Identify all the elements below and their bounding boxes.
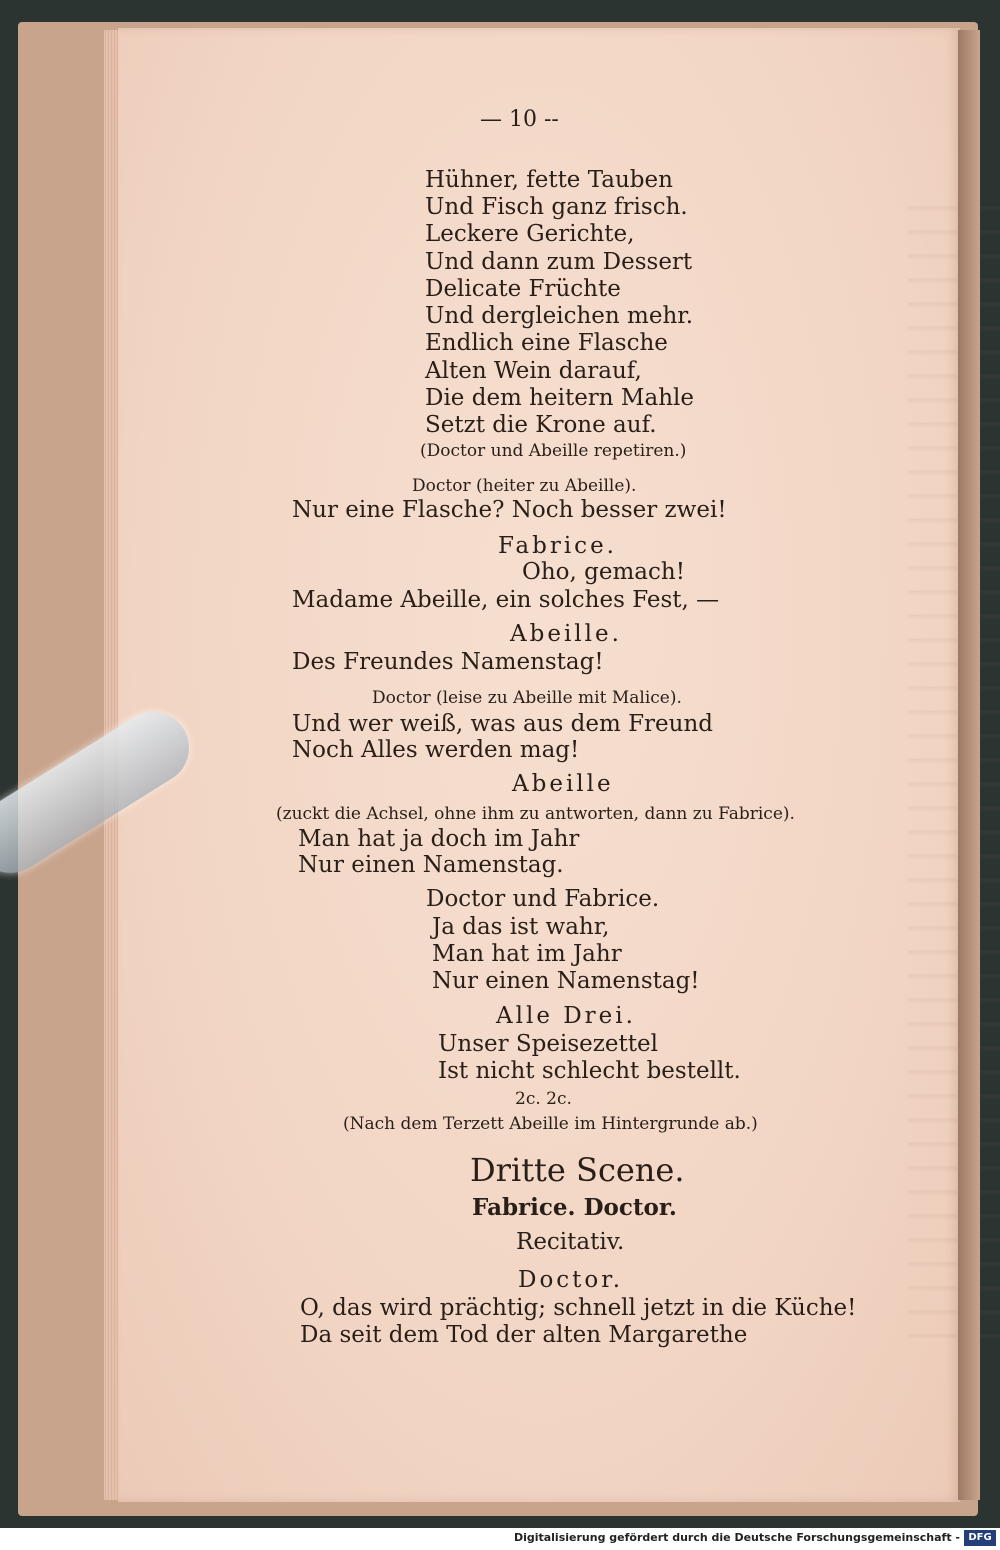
speaker-name: Abeille. (510, 621, 622, 647)
text-line: Nur einen Namenstag. (298, 852, 564, 878)
text-line: Und dann zum Dessert (425, 249, 693, 275)
speaker-line: Doctor (leise zu Abeille mit Malice). (372, 688, 682, 708)
speaker-name: Abeille (512, 771, 614, 797)
footer-bar (0, 1528, 1000, 1550)
etcetera-mark: 2c. 2c. (515, 1089, 572, 1109)
page-number: — 10 -- (480, 107, 559, 132)
speaker-line: Doctor (heiter zu Abeille). (412, 476, 637, 496)
dfg-logo: DFG (964, 1530, 996, 1546)
text-line: Alten Wein darauf, (425, 358, 642, 384)
stage-direction: (Nach dem Terzett Abeille im Hintergrunde ab.) (343, 1114, 758, 1134)
text-line: Unser Speisezettel (438, 1031, 658, 1057)
text-line: Ist nicht schlecht bestellt. (438, 1058, 741, 1084)
text-line: Da seit dem Tod der alten Margarethe (300, 1322, 748, 1348)
bleed-through-text (908, 188, 1000, 1338)
section-label: Recitativ. (516, 1229, 625, 1255)
text-line: Und dergleichen mehr. (425, 303, 694, 329)
text-line: Man hat im Jahr (432, 941, 622, 967)
text-line: Noch Alles werden mag! (292, 737, 580, 763)
text-line: Oho, gemach! (522, 559, 685, 585)
text-line: Ja das ist wahr, (432, 914, 610, 940)
book-gutter (958, 30, 980, 1500)
scene-characters: Fabrice. Doctor. (472, 1194, 677, 1221)
speaker-name: Alle Drei. (496, 1003, 636, 1029)
text-line: Madame Abeille, ein solches Fest, — (292, 587, 720, 613)
text-line: Man hat ja doch im Jahr (298, 826, 580, 852)
text-line: Des Freundes Namenstag! (292, 649, 604, 675)
text-line: Und Fisch ganz frisch. (425, 194, 688, 220)
text-line: Endlich eine Flasche (425, 330, 668, 356)
scene-heading: Dritte Scene. (470, 1151, 685, 1189)
text-line: Delicate Früchte (425, 276, 621, 302)
text-line: O, das wird prächtig; schnell jetzt in die Küche! (300, 1295, 857, 1321)
text-line: Hühner, fette Tauben (425, 167, 673, 193)
text-line: Die dem heitern Mahle (425, 385, 694, 411)
text-line: Leckere Gerichte, (425, 221, 635, 247)
speaker-name: Doctor und Fabrice. (426, 886, 660, 912)
text-line: Und wer weiß, was aus dem Freund (292, 711, 713, 737)
stage-direction: (zuckt die Achsel, ohne ihm zu antworten, dann zu Fabrice). (276, 804, 795, 824)
text-line: Nur einen Namenstag! (432, 968, 700, 994)
speaker-name: Fabrice. (498, 533, 617, 559)
funding-notice: Digitalisierung gefördert durch die Deutsche Forschungsgemeinschaft - (513, 1531, 960, 1544)
text-line: Setzt die Krone auf. (425, 412, 657, 438)
stage-direction: (Doctor und Abeille repetiren.) (420, 441, 687, 461)
text-line: Nur eine Flasche? Noch besser zwei! (292, 497, 727, 523)
speaker-name: Doctor. (518, 1267, 624, 1293)
